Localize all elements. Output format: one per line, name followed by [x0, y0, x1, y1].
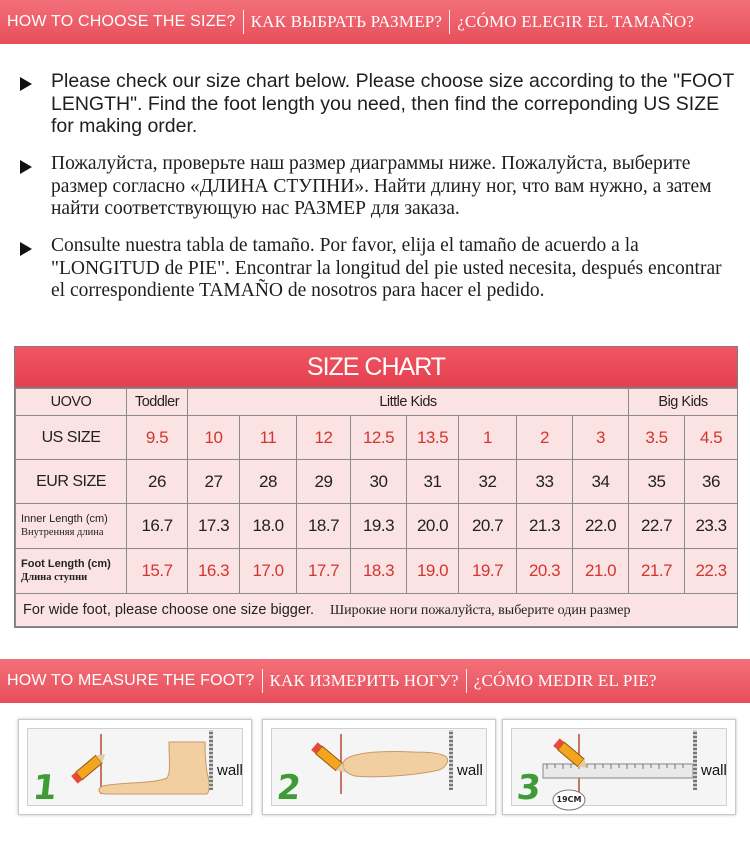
foot-length-cell: 16.3 [188, 549, 240, 594]
foot-icon [99, 742, 209, 794]
inner-length-label-ru: Внутренняя длина [21, 527, 104, 538]
pencil-icon [71, 750, 108, 783]
foot-length-cell: 18.3 [351, 549, 407, 594]
size-chart-table [15, 388, 738, 627]
instruction-ru [16, 153, 736, 221]
instruction-text-en: Please check our size chart below. Please choose size according to the "FOOT LENGTH". Find the foot length you need, then find the correponding US SIZE for making order. [51, 70, 734, 137]
banner-divider [466, 669, 467, 693]
us-size-cell: 13.5 [407, 416, 459, 460]
group-big-kids: Big Kids [629, 389, 738, 416]
eur-size-cell: 36 [685, 460, 738, 504]
eur-size-cell: 30 [351, 460, 407, 504]
bullet-triangle-icon [20, 77, 32, 91]
inner-length-cell: 20.0 [407, 504, 459, 549]
pencil-icon [311, 742, 348, 775]
inner-length-cell: 18.0 [240, 504, 297, 549]
header-banner-choose-size [0, 0, 750, 44]
us-size-cell: 1 [459, 416, 517, 460]
foot-length-cell: 17.7 [297, 549, 351, 594]
foot-length-cell: 21.0 [573, 549, 629, 594]
banner-title-ru: КАК ИЗМЕРИТЬ НОГУ? [269, 671, 459, 690]
note-row [16, 594, 738, 627]
foot-length-label [16, 549, 127, 594]
banner-title-en: HOW TO MEASURE THE FOOT? [7, 672, 255, 689]
foot-length-cell: 22.3 [685, 549, 738, 594]
instruction-en [16, 70, 736, 138]
wide-foot-note-en: For wide foot, please choose one size bigger. [23, 601, 314, 618]
measure-step-3-panel [502, 719, 736, 815]
eur-size-cell: 27 [188, 460, 240, 504]
eur-size-label: EUR SIZE [16, 460, 127, 504]
us-size-cell: 11 [240, 416, 297, 460]
inner-length-label-en: Inner Length (cm) [21, 513, 108, 525]
us-size-label: US SIZE [16, 416, 127, 460]
us-size-cell: 2 [517, 416, 573, 460]
wide-foot-note [16, 594, 738, 627]
eur-size-cell: 35 [629, 460, 685, 504]
banner-title-es: ¿CÓMO MEDIR EL PIE? [473, 671, 657, 690]
wall-icon [449, 730, 453, 790]
group-toddler: Toddler [127, 389, 188, 416]
inner-length-cell: 19.3 [351, 504, 407, 549]
foot-length-cell: 19.7 [459, 549, 517, 594]
size-chart-title: SIZE CHART [15, 347, 737, 388]
banner-divider [243, 10, 244, 34]
instruction-text-ru: Пожалуйста, проверьте наш размер диаграммы ниже. Пожалуйста, выберите размер согласно «ДЛИНА СТУПНИ». Найти длину ног, что вам нужно, а затем найти соответствующую нас РАЗМЕР для заказа. [51, 153, 712, 219]
group-little-kids: Little Kids [188, 389, 629, 416]
foot-length-cell: 17.0 [240, 549, 297, 594]
foot-icon [343, 752, 448, 777]
step-number: 2 [274, 768, 303, 808]
us-size-cell: 3.5 [629, 416, 685, 460]
us-size-cell: 10 [188, 416, 240, 460]
foot-length-cell: 19.0 [407, 549, 459, 594]
wall-label: wall [217, 762, 243, 779]
banner-title-es: ¿CÓMO ELEGIR EL TAMAÑO? [457, 12, 695, 31]
inner-length-cell: 22.0 [573, 504, 629, 549]
eur-size-cell: 26 [127, 460, 188, 504]
eur-size-row [16, 460, 738, 504]
inner-length-cell: 16.7 [127, 504, 188, 549]
eur-size-cell: 33 [517, 460, 573, 504]
inner-length-row [16, 504, 738, 549]
bullet-triangle-icon [20, 242, 32, 256]
foot-length-cell: 21.7 [629, 549, 685, 594]
measurement-label: 19CM [556, 795, 582, 804]
instruction-es [16, 235, 736, 303]
foot-length-row [16, 549, 738, 594]
ruler-icon [543, 764, 693, 778]
foot-length-label-ru: Длина ступни [21, 572, 88, 583]
step-number: 1 [30, 768, 59, 808]
eur-size-cell: 28 [240, 460, 297, 504]
eur-size-cell: 29 [297, 460, 351, 504]
group-header-row [16, 389, 738, 416]
measure-step-2-panel [262, 719, 496, 815]
step-number: 3 [514, 768, 543, 808]
us-size-cell: 9.5 [127, 416, 188, 460]
inner-length-cell: 21.3 [517, 504, 573, 549]
us-size-row [16, 416, 738, 460]
bullet-triangle-icon [20, 160, 32, 174]
foot-length-cell: 20.3 [517, 549, 573, 594]
eur-size-cell: 34 [573, 460, 629, 504]
us-size-cell: 3 [573, 416, 629, 460]
eur-size-cell: 32 [459, 460, 517, 504]
size-chart [14, 346, 738, 628]
brand-cell: UOVO [16, 389, 127, 416]
us-size-cell: 12.5 [351, 416, 407, 460]
wall-icon [209, 730, 213, 790]
banner-title-en: HOW TO CHOOSE THE SIZE? [7, 13, 236, 30]
eur-size-cell: 31 [407, 460, 459, 504]
inner-length-cell: 20.7 [459, 504, 517, 549]
banner-title-ru: КАК ВЫБРАТЬ РАЗМЕР? [250, 12, 443, 31]
wall-label: wall [701, 762, 727, 779]
wide-foot-note-ru: Широкие ноги пожалуйста, выберите один размер [329, 602, 631, 618]
wall-icon [693, 730, 697, 790]
inner-length-cell: 18.7 [297, 504, 351, 549]
inner-length-cell: 17.3 [188, 504, 240, 549]
us-size-cell: 12 [297, 416, 351, 460]
banner-divider [449, 10, 450, 34]
measure-step-1-panel [18, 719, 252, 815]
inner-length-label [16, 504, 127, 549]
inner-length-cell: 22.7 [629, 504, 685, 549]
us-size-cell: 4.5 [685, 416, 738, 460]
foot-length-cell: 15.7 [127, 549, 188, 594]
banner-divider [262, 669, 263, 693]
inner-length-cell: 23.3 [685, 504, 738, 549]
header-banner-measure-foot [0, 659, 750, 703]
wall-label: wall [457, 762, 483, 779]
instruction-text-es: Consulte nuestra tabla de tamaño. Por favor, elija el tamaño de acuerdo a la "LONGITUD de PIE". Encontrar la longitud del pie usted necesita, después encontrar el correspondiente TAMAÑO de nosotros para hacer el pedido. [51, 235, 722, 301]
foot-length-label-en: Foot Length (cm) [21, 558, 111, 570]
